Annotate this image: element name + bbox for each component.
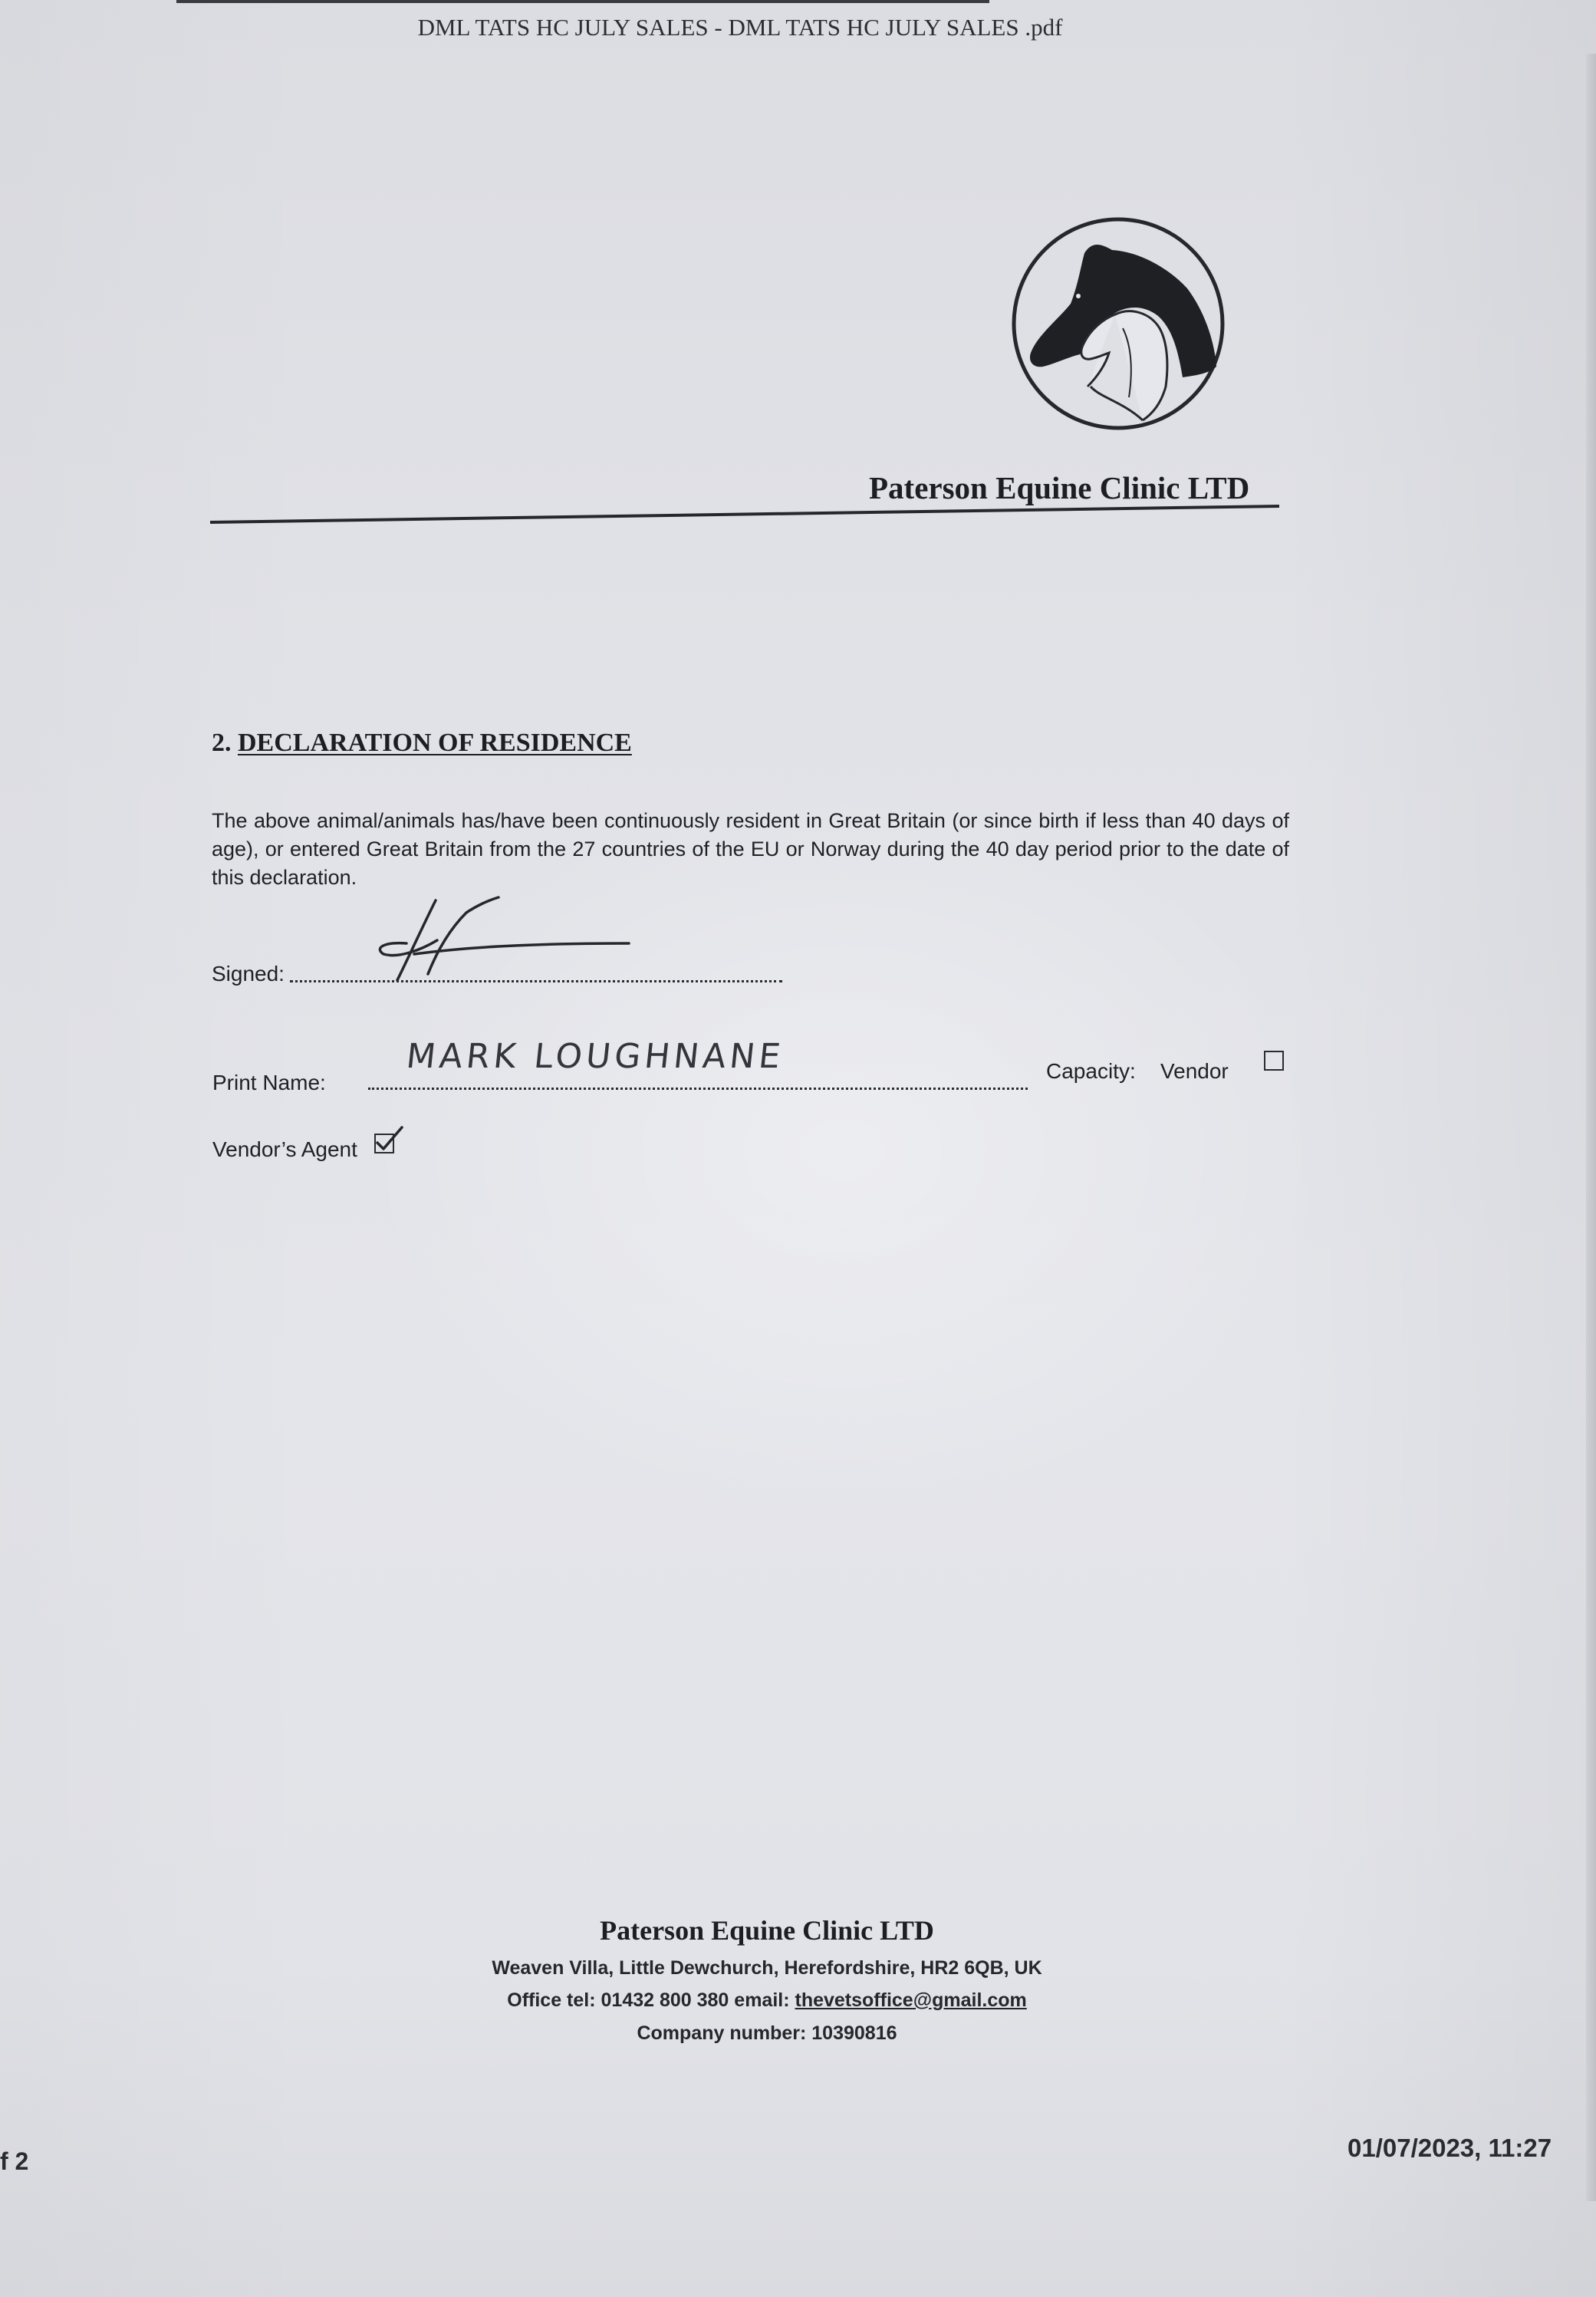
print-name-line [368,1088,1028,1090]
vendor-checkbox[interactable] [1264,1051,1284,1071]
print-name-label: Print Name: [212,1071,326,1094]
footer-company-number: Company number: 10390816 [637,2022,897,2044]
capacity-label: Capacity: [1046,1059,1136,1083]
horse-heads-logo-icon [1008,213,1229,434]
vendors-agent-checkbox[interactable] [374,1134,394,1153]
vendors-agent-label: Vendor’s Agent [212,1137,357,1161]
page-number-fragment: f 2 [0,2147,29,2175]
footer-office-tel: Office tel: 01432 800 380 email: [507,1989,795,2011]
signed-label: Signed: [212,962,285,986]
handwritten-signature [337,890,644,986]
footer-email-link[interactable]: thevetsoffice@gmail.com [795,1989,1027,2011]
declaration-text: The above animal/animals has/have been continuously resident in Great Britain (or since birth if less than 40 days of age), or entered Great Britain from the 27 countries of the EU or Norway during the 40 day period prior to the date of this declaration. [212,809,1289,889]
section-number: 2. [212,729,232,757]
checkmark-icon [374,1126,405,1153]
footer-clinic-name: Paterson Equine Clinic LTD [600,1915,934,1946]
vendor-label: Vendor [1160,1059,1229,1083]
page-top-edge [176,0,989,3]
section-title [212,729,632,758]
page-right-edge [1586,54,1596,2201]
pdf-filename-header: DML TATS HC JULY SALES - DML TATS HC JULY SALES .pdf [417,14,1063,41]
footer-address: Weaven Villa, Little Dewchurch, Herefordshire, HR2 6QB, UK [492,1957,1042,1979]
footer-contact [0,1989,1534,2012]
print-timestamp: 01/07/2023, 11:27 [1348,2134,1552,2162]
section-heading: DECLARATION OF RESIDENCE [238,729,632,757]
print-name-value: MARK LOUGHNANE [404,1037,786,1076]
clinic-heading: Paterson Equine Clinic LTD [869,470,1250,505]
